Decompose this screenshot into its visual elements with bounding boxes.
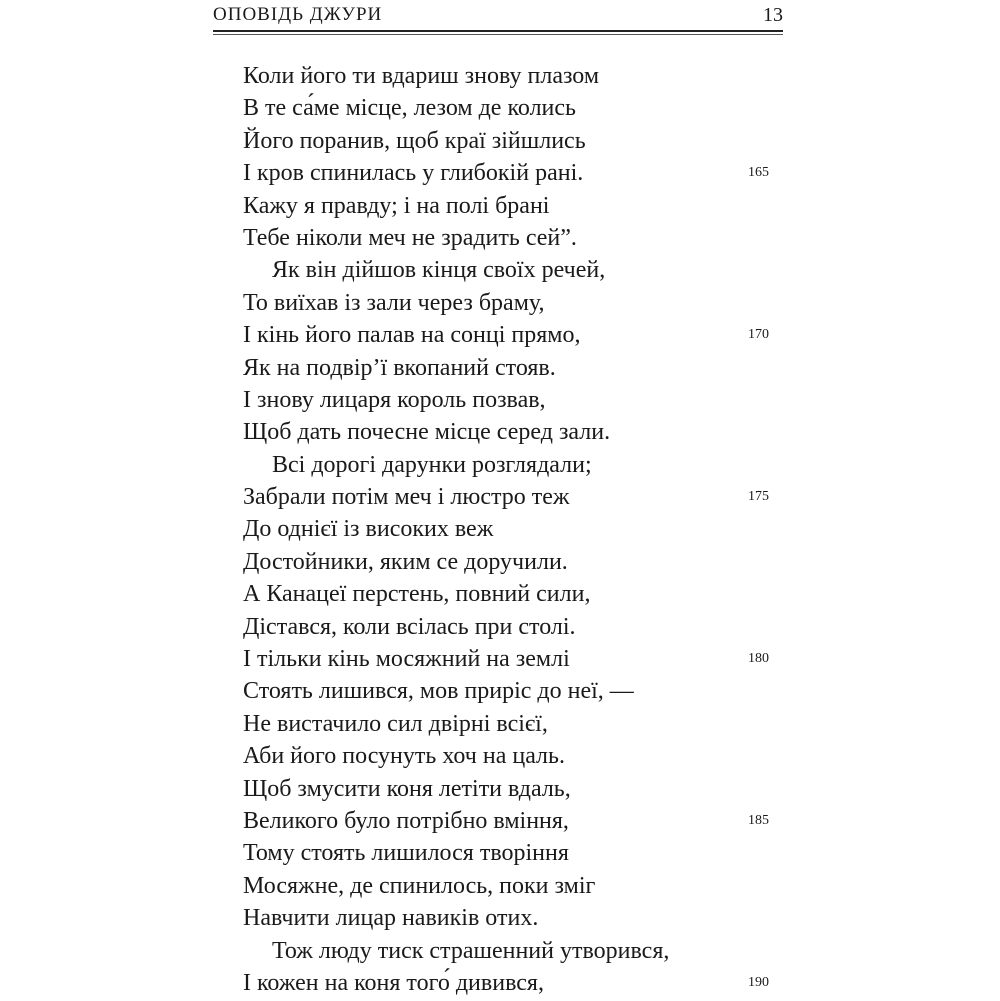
verse-line-text: Навчити лицар навиків отих.	[243, 905, 539, 932]
verse-line	[243, 449, 803, 481]
verse-line-text: В те са́ме місце, лезом де колись	[243, 95, 576, 122]
verse-line-text: Тож люду тиск страшенний утворився,	[272, 937, 670, 964]
line-number: 170	[748, 327, 769, 343]
verse-line	[243, 384, 803, 416]
verse-line-text: Не вистачило сил двірні всієї,	[243, 710, 548, 737]
verse-line	[243, 222, 803, 254]
verse-line-text: І знову лицаря король позвав,	[243, 386, 546, 413]
page-number: 13	[763, 4, 783, 26]
verse-line-text: Достойники, яким се доручили.	[243, 548, 568, 575]
verse-line-text: І кінь його палав на сонці прямо,	[243, 322, 581, 349]
verse-line	[243, 254, 803, 286]
verse-line	[243, 967, 803, 999]
verse-line-text: Тому стоять лишилося творіння	[243, 840, 569, 867]
verse-line	[243, 935, 803, 967]
verse-line	[243, 481, 803, 513]
header-rule-top	[213, 30, 783, 32]
verse-line	[243, 92, 803, 124]
header-rule-bottom	[213, 34, 783, 35]
verse-line-text: Як він дійшов кінця своїх речей,	[272, 257, 606, 284]
verse-line	[243, 513, 803, 545]
verse-line-text: Його поранив, щоб краї зійшлись	[243, 127, 586, 154]
verse-line-text: І кожен на коня того́ дивився,	[243, 969, 544, 996]
verse-line-text: Кажу я правду; і на полі брані	[243, 192, 550, 219]
verse-line	[243, 902, 803, 934]
verse-line-text: Як на подвір’ї вкопаний стояв.	[243, 354, 556, 381]
verse-line	[243, 611, 803, 643]
verse-line-text: Щоб дать почесне місце серед зали.	[243, 419, 611, 446]
verse-line	[243, 870, 803, 902]
line-number: 180	[748, 651, 769, 667]
verse-line	[243, 125, 803, 157]
verse-line-text: Щоб змусити коня летіти вдаль,	[243, 775, 571, 802]
verse-line-text: Дістався, коли всілась при столі.	[243, 613, 576, 640]
verse-block	[243, 60, 803, 999]
verse-line	[243, 287, 803, 319]
verse-line	[243, 643, 803, 675]
verse-line	[243, 319, 803, 351]
line-number: 175	[748, 489, 769, 505]
verse-line	[243, 805, 803, 837]
verse-line	[243, 416, 803, 448]
line-number: 190	[748, 974, 769, 990]
verse-line	[243, 773, 803, 805]
verse-line	[243, 60, 803, 92]
verse-line-text: І кров спинилась у глибокій рані.	[243, 160, 584, 187]
verse-line	[243, 352, 803, 384]
verse-line	[243, 578, 803, 610]
verse-line	[243, 675, 803, 707]
verse-line	[243, 708, 803, 740]
verse-line-text: І тільки кінь мосяжний на землі	[243, 646, 570, 673]
verse-line-text: Всі дорогі дарунки розглядали;	[272, 451, 592, 478]
verse-line-text: А Канацеї перстень, повний сили,	[243, 581, 591, 608]
line-number: 185	[748, 812, 769, 828]
verse-line-text: Аби його посунуть хоч на цаль.	[243, 743, 565, 770]
verse-line-text: То виїхав із зали через браму,	[243, 289, 545, 316]
verse-line-text: Великого було потрібно вміння,	[243, 807, 569, 834]
verse-line	[243, 837, 803, 869]
verse-line	[243, 546, 803, 578]
verse-line-text: Тебе ніколи меч не зрадить сей”.	[243, 224, 577, 251]
verse-line	[243, 740, 803, 772]
verse-line	[243, 157, 803, 189]
running-head	[213, 2, 783, 28]
verse-line-text: Стоять лишився, мов приріс до неї, —	[243, 678, 634, 705]
line-number: 165	[748, 165, 769, 181]
verse-line-text: Коли його ти вдариш знову плазом	[243, 63, 600, 89]
verse-line-text: Мосяжне, де спинилось, поки зміг	[243, 872, 596, 899]
verse-line	[243, 190, 803, 222]
verse-line-text: До однієї із високих веж	[243, 516, 494, 543]
running-title: ОПОВІДЬ ДЖУРИ	[213, 4, 383, 25]
verse-line-text: Забрали потім меч і люстро теж	[243, 484, 570, 511]
